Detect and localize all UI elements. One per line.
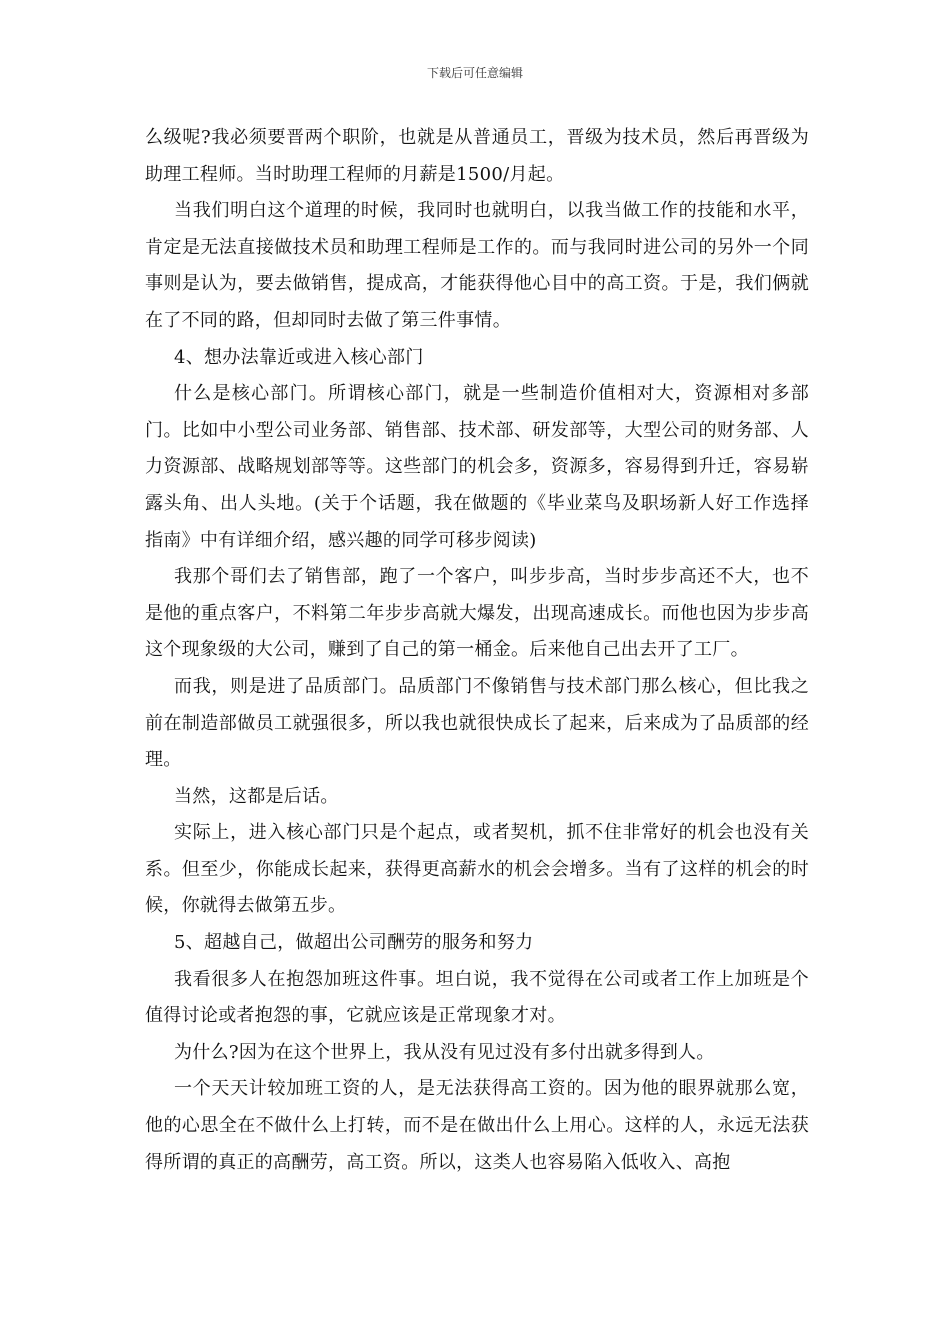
paragraph: 什么是核心部门。所谓核心部门，就是一些制造价值相对大，资源相对多部门。比如中小型公司业务部、销售部、技术部、研发部等，大型公司的财务部、人力资源部、战略规划部等等。这些部门的机会多，资源多，容易得到升迁，容易崭露头角、出人头地。(关于个话题，我在做题的《毕业菜鸟及职场新人好工作选择指南》中有详细介绍，感兴趣的同学可移步阅读): [145, 383, 809, 551]
paragraph: 当然，这都是后话。: [174, 785, 339, 807]
paragraph: 当我们明白这个道理的时候，我同时也就明白，以我当做工作的技能和水平，肯定是无法直接做技术员和助理工程师是工作的。而与我同时进公司的另外一个同事则是认为，要去做销售，提成高，才能获得他心目中的高工资。于是，我们俩就在了不同的路，但却同时去做了第三件事情。: [145, 200, 809, 331]
paragraph: 而我，则是进了品质部门。品质部门不像销售与技术部门那么核心，但比我之前在制造部做员工就强很多，所以我也就很快成长了起来，后来成为了品质部的经理。: [145, 675, 809, 771]
paragraph: 么级呢?我必须要晋两个职阶，也就是从普通员工，晋级为技术员，然后再晋级为助理工程师。当时助理工程师的月薪是1500/月起。: [145, 127, 809, 185]
paragraph: 我那个哥们去了销售部，跑了一个客户，叫步步高，当时步步高还不大，也不是他的重点客户，不料第二年步步高就大爆发，出现高速成长。而他也因为步步高这个现象级的大公司，赚到了自己的第一桶金。后来他自己出去开了工厂。: [145, 566, 809, 661]
section-heading: 5、超越自己，做超出公司酬劳的服务和努力: [174, 932, 534, 954]
document-body: [145, 120, 809, 1181]
paragraph: 实际上，进入核心部门只是个起点，或者契机，抓不住非常好的机会也没有关系。但至少，你能成长起来，获得更高薪水的机会会增多。当有了这样的机会的时候，你就得去做第五步。: [145, 822, 809, 917]
paragraph: 我看很多人在抱怨加班这件事。坦白说，我不觉得在公司或者工作上加班是个值得讨论或者抱怨的事，它就应该是正常现象才对。: [145, 968, 809, 1027]
page-header-note: 下载后可任意编辑: [426, 66, 523, 80]
section-heading: 4、想办法靠近或进入核心部门: [174, 346, 424, 368]
paragraph: 一个天天计较加班工资的人，是无法获得高工资的。因为他的眼界就那么宽，他的心思全在不做什么上打转，而不是在做出什么上用心。这样的人，永远无法获得所谓的真正的高酬劳，高工资。所以，这类人也容易陷入低收入、高抱: [145, 1078, 809, 1173]
paragraph: 为什么?因为在这个世界上，我从没有见过没有多付出就多得到人。: [174, 1041, 715, 1063]
